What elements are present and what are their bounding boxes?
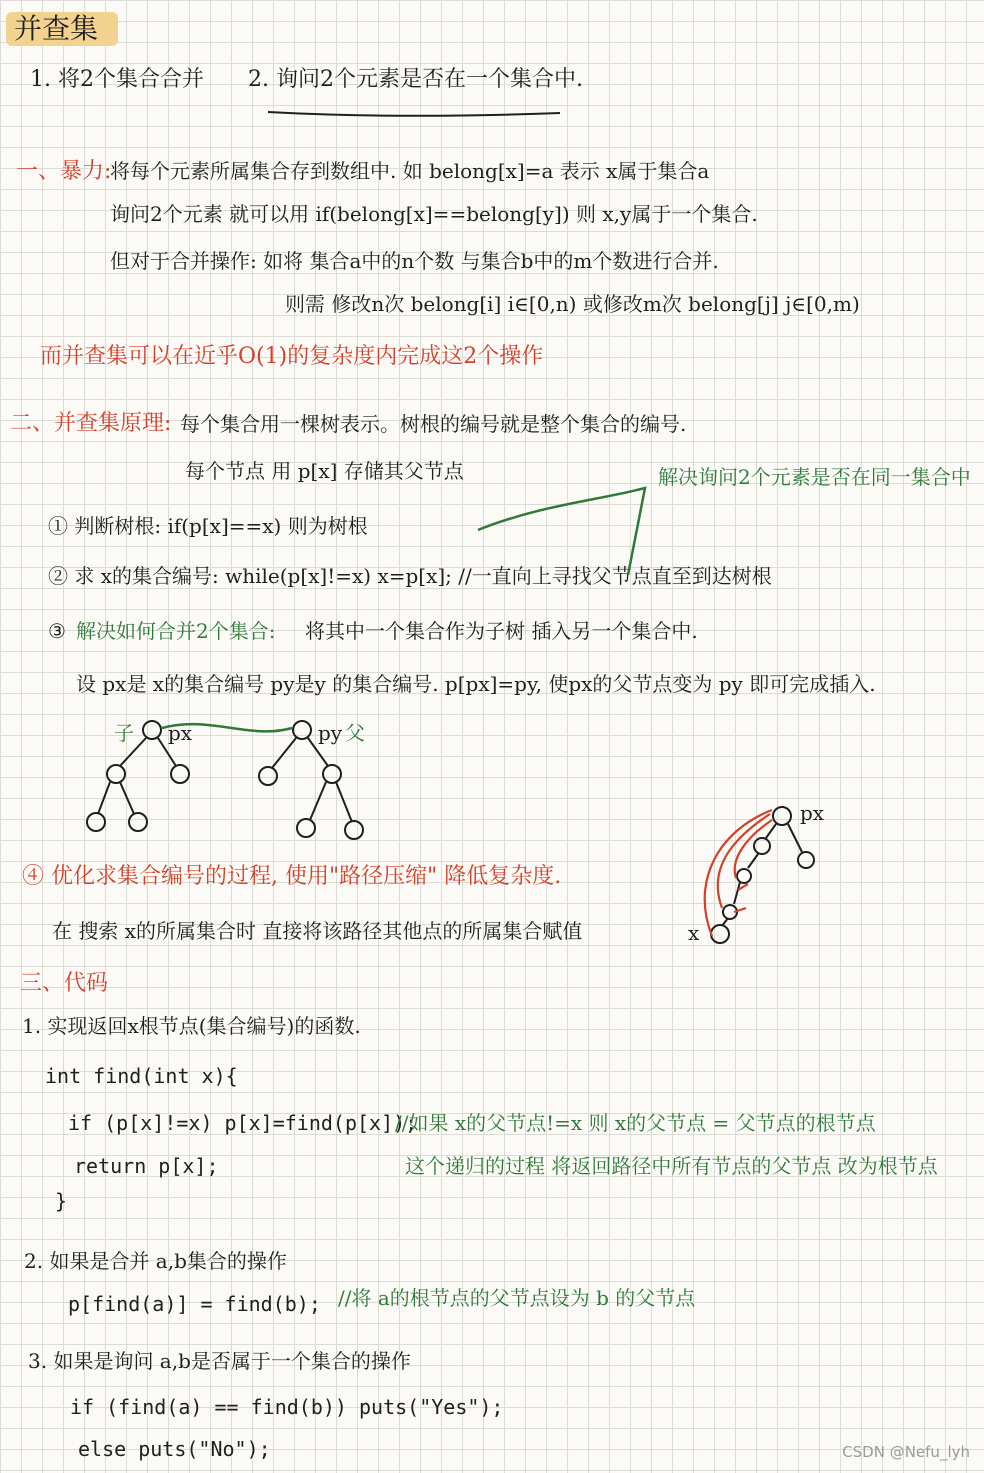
sec1-line-4: 则需 修改n次 belong[i] i∈[0,n) 或修改m次 belong[j] j∈[0,m) [285,292,860,316]
section-2-heading: 二、并查集原理: [10,411,172,436]
code-1-comment-a: //如果 x的父节点!=x 则 x的父节点 = 父节点的根节点 [395,1111,876,1135]
code-1-line-1: int find(int x){ [45,1064,238,1088]
tree-label-px: px [168,721,193,745]
sec1-red-note: 而并查集可以在近乎O(1)的复杂度内完成这2个操作 [40,344,544,369]
code-3-line-2: else puts("No"); [78,1437,271,1461]
tree-label-child: 子 [114,721,134,745]
merge-arc [162,724,292,731]
intro-item-1: 1. 将2个集合合并 [30,67,204,92]
sec1-line-3: 但对于合并操作: 如将 集合a中的n个数 与集合b中的m个数进行合并. [110,249,719,273]
sec2-point-4: ④ 优化求集合编号的过程, 使用"路径压缩" 降低复杂度. [22,864,562,889]
green-connector [478,488,645,575]
code-1-line-2: if (p[x]!=x) p[x]=find(p[x]); [68,1111,418,1135]
tree-label-px-right: px [800,801,825,825]
left-tree [87,721,189,831]
tree-label-py: py [318,721,343,745]
sec2-line-1: 每个集合用一棵树表示。树根的编号就是整个集合的编号. [180,412,687,436]
code-1-line-4: } [55,1189,68,1213]
code-2-comment: //将 a的根节点的父节点设为 b 的父节点 [338,1286,696,1310]
intro-item-2: 2. 询问2个元素是否在一个集合中. [248,67,583,92]
code-item-3: 3. 如果是询问 a,b是否属于一个集合的操作 [28,1349,411,1373]
sec1-line-1: 将每个元素所属集合存到数组中. 如 belong[x]=a 表示 x属于集合a [110,159,710,183]
code-1-comment-b: 这个递归的过程 将返回路径中所有节点的父节点 改为根节点 [405,1154,938,1178]
section-1-heading: 一、暴力: [16,159,112,184]
sec2-point-3-number: ③ [48,619,66,643]
right-tree [259,721,363,839]
code-1-line-3: return p[x]; [74,1154,219,1178]
sec2-point-2: ② 求 x的集合编号: while(p[x]!=x) x=p[x]; //一直向上寻找父节点直至到达树根 [48,564,772,588]
code-item-1: 1. 实现返回x根节点(集合编号)的函数. [22,1014,361,1038]
sec2-green-note: 解决询问2个元素是否在同一集合中 [658,465,971,489]
sec2-point-3-line-2: 设 px是 x的集合编号 py是y 的集合编号. p[px]=py, 使px的父节点变为 py 即可完成插入. [76,672,876,696]
page-title: 并查集 [14,12,99,45]
sec1-line-2: 询问2个元素 就可以用 if(belong[x]==belong[y]) 则 x,y属于一个集合. [110,202,758,226]
sec2-line-2: 每个节点 用 p[x] 存储其父节点 [185,459,464,483]
sec2-point-3-text: 将其中一个集合作为子树 插入另一个集合中. [305,619,698,643]
sec2-point-3-green: 解决如何合并2个集合: [76,619,276,643]
code-3-line-1: if (find(a) == find(b)) puts("Yes"); [70,1395,504,1419]
tree-label-x: x [688,921,700,945]
code-item-2: 2. 如果是合并 a,b集合的操作 [24,1249,287,1273]
sec2-point-1: ① 判断树根: if(p[x]==x) 则为树根 [48,514,368,538]
tree-label-parent: 父 [345,721,365,745]
section-3-heading: 三、代码 [20,971,109,996]
watermark: CSDN @Nefu_lyh [842,1443,970,1461]
code-2: p[find(a)] = find(b); [68,1292,321,1316]
intro-underline [268,112,560,116]
sec2-point-4-line-2: 在 搜索 x的所属集合时 直接将该路径其他点的所属集合赋值 [52,919,583,943]
